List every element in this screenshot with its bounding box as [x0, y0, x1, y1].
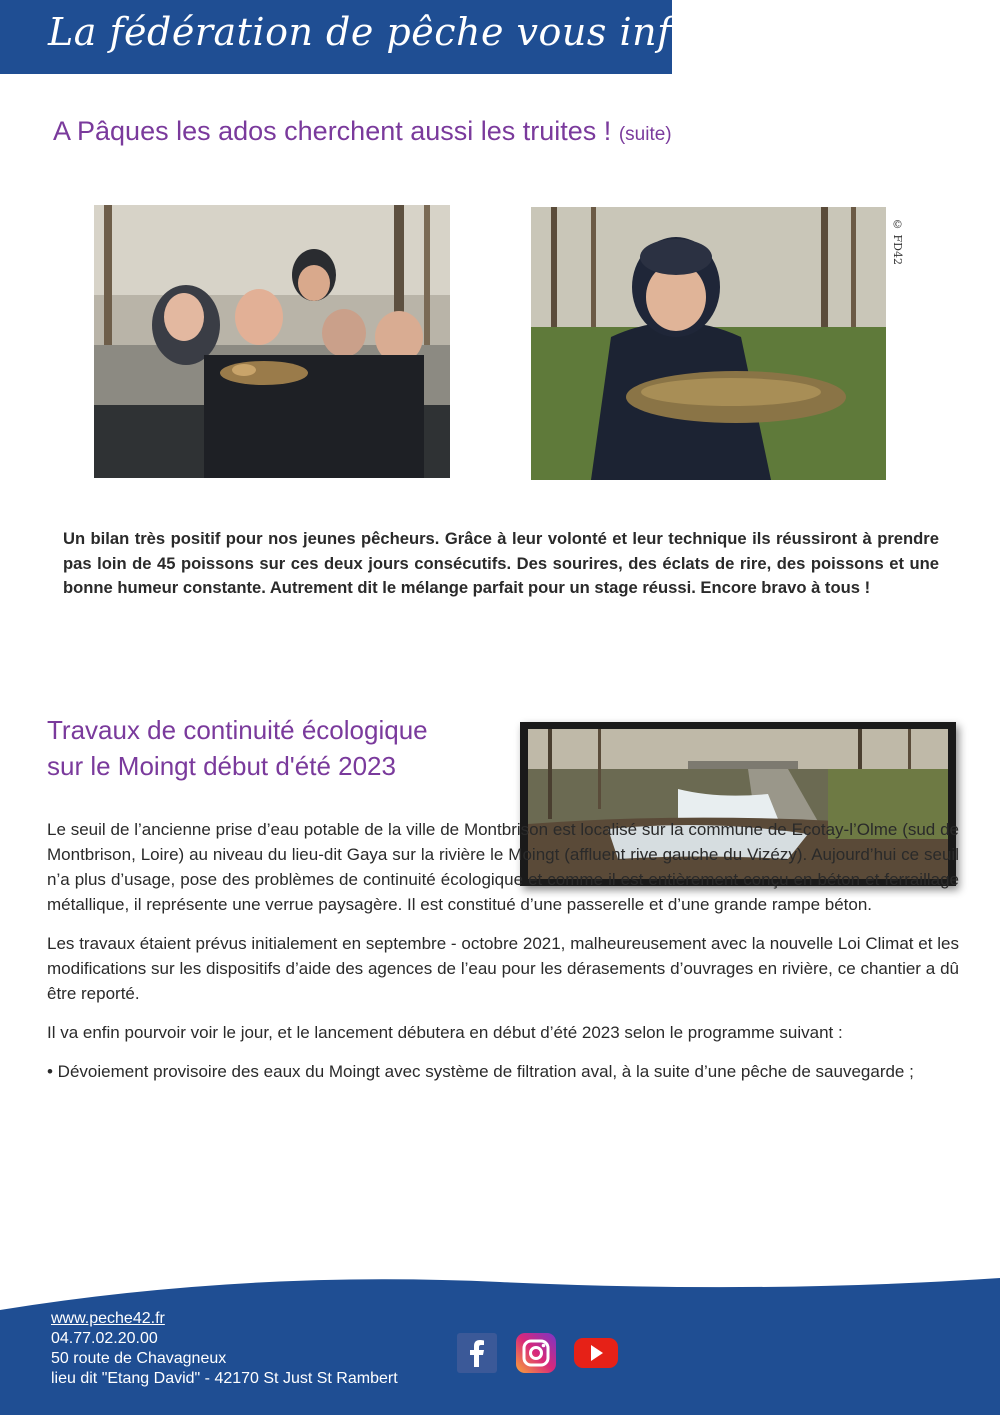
photo-group-teens-trout [94, 205, 450, 478]
section2-title-line2: sur le Moingt début d'été 2023 [47, 751, 396, 781]
footer-contact [51, 1309, 398, 1389]
section2-paragraph-1: Le seuil de l’ancienne prise d’eau potable de la ville de Montbrison est localisé sur la commune de Ecotay-l’Olme (sud de Montbrison, Loire) au niveau du lieu-dit Gaya sur la rivière le Moingt (affluent rive gauche du Vizézy). Aujourd’hui ce seuil n’a plus d’usage, pose des problèmes de continuité écologique et comme il est entièrement conçu en béton et ferraillage métallique, il représente une verrue paysagère. Il est constitué d’une passerelle et d’une grande rampe béton. [47, 820, 959, 914]
header-banner [0, 0, 811, 74]
photo-credit: © FD42 [891, 218, 904, 265]
section1-paragraph: Un bilan très positif pour nos jeunes pêcheurs. Grâce à leur volonté et leur technique ils réussiront à prendre pas loin de 45 poissons sur ces deux jours consécutifs. Des sourires, des éclats de rire, des poissons et une bonne humeur constante. Autrement dit le mélange parfait pour un stage réussi. Encore bravo à tous ! [63, 529, 939, 597]
address-line-2: lieu dit "Etang David" - 42170 St Just St Rambert [51, 1370, 398, 1387]
instagram-icon[interactable] [516, 1333, 556, 1373]
website-link[interactable]: www.peche42.fr [51, 1310, 165, 1327]
phone-number: 04.77.02.20.00 [51, 1330, 158, 1347]
section2-paragraph-3: Il va enfin pourvoir voir le jour, et le lancement débutera en début d’été 2023 selon le programme suivant : [47, 1023, 843, 1042]
section2-paragraph-4: • Dévoiement provisoire des eaux du Moingt avec système de filtration aval, à la suite d’une pêche de sauvegarde ; [47, 1062, 914, 1081]
facebook-icon[interactable] [457, 1333, 497, 1373]
article-title-text: A Pâques les ados cherchent aussi les truites ! [53, 116, 612, 146]
section2-title [47, 712, 517, 784]
section2-body [47, 817, 959, 1098]
banner-title: La fédération de pêche vous informe... [48, 10, 811, 54]
section2-paragraph-2: Les travaux étaient prévus initialement en septembre - octobre 2021, malheureusement avec la nouvelle Loi Climat et les modifications sur les dispositifs d’aide des agences de l’eau pour les dérasements d’ouvrages en rivière, ce chantier a dû être reporté. [47, 934, 959, 1003]
section2-title-line1: Travaux de continuité écologique [47, 715, 428, 745]
article-title-suffix: (suite) [618, 124, 672, 145]
photo-boy-trout [531, 207, 886, 480]
article-title [53, 116, 672, 147]
youtube-icon[interactable] [573, 1333, 619, 1373]
address-line-1: 50 route de Chavagneux [51, 1350, 227, 1367]
